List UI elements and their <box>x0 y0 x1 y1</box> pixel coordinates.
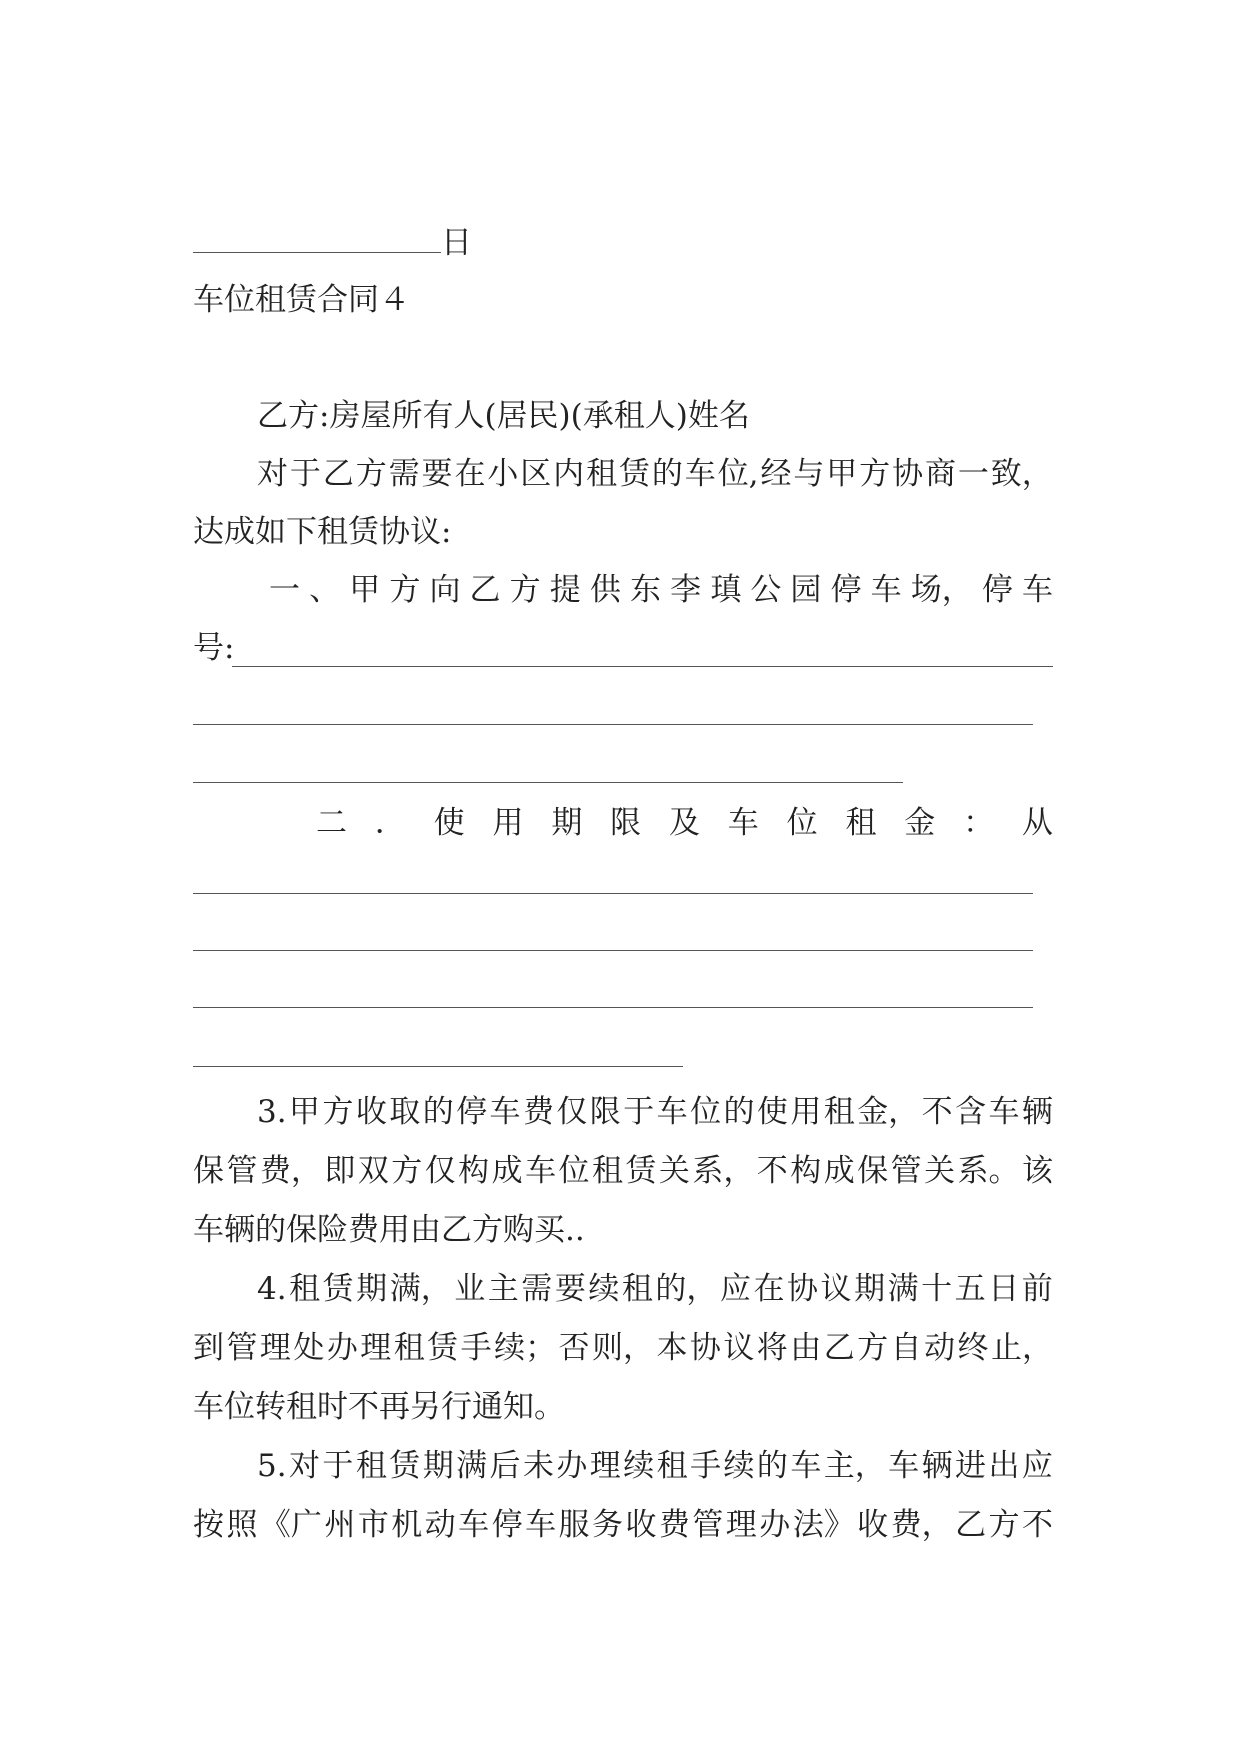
text-chunk: 车 <box>489 1094 521 1130</box>
text-chunk: 停 <box>830 572 862 608</box>
text-chunk: 区 <box>520 456 552 492</box>
text-chunk: 致， <box>990 456 1053 492</box>
text-chunk: 协 <box>689 1330 721 1366</box>
text-chunk: 位 <box>690 1094 722 1130</box>
text-chunk: 停 <box>981 572 1013 608</box>
text-chunk: 理 <box>725 1507 757 1543</box>
text-chunk: 对 <box>257 456 288 492</box>
text-chunk: 管 <box>890 1153 922 1189</box>
text-chunk: 动 <box>424 1507 456 1543</box>
text-chunk: 自 <box>890 1330 922 1366</box>
text-chunk: 管 <box>226 1330 258 1366</box>
text-chunk: 仅 <box>556 1094 588 1130</box>
text-chunk: 乙 <box>823 1330 855 1366</box>
text-chunk: 车 <box>727 805 759 841</box>
intro-line-1 <box>257 454 1053 494</box>
text-chunk: 方 <box>857 1330 889 1366</box>
text-chunk: 一 <box>269 572 300 608</box>
text-chunk: 不 <box>756 1153 788 1189</box>
text-chunk: 园 <box>790 572 822 608</box>
text-chunk: 停 <box>491 1507 523 1543</box>
text-chunk: 未 <box>522 1448 554 1484</box>
text-chunk: 收 <box>857 1507 889 1543</box>
text-chunk: 的， <box>655 1271 718 1307</box>
text-chunk: 止， <box>990 1330 1053 1366</box>
text-chunk: 二 <box>316 805 347 841</box>
text-chunk: 费 <box>658 1507 690 1543</box>
blank-line <box>193 1007 1033 1008</box>
text-chunk: 前 <box>1021 1271 1053 1307</box>
text-chunk: 成 <box>491 1153 523 1189</box>
text-chunk: 终 <box>957 1330 989 1366</box>
text-chunk: 保 <box>857 1153 889 1189</box>
text-chunk: 市 <box>357 1507 389 1543</box>
text-chunk: 车 <box>790 1448 822 1484</box>
text-chunk: 方 <box>391 1153 423 1189</box>
document-title: 车位租赁合同４ <box>193 282 410 318</box>
text-chunk: 车 <box>870 572 902 608</box>
text-chunk: 于 <box>322 1448 354 1484</box>
text-chunk: 十 <box>921 1271 953 1307</box>
text-chunk: 赁 <box>389 1448 421 1484</box>
text-chunk: 甲 <box>826 456 858 492</box>
day-label: 日 <box>441 225 472 261</box>
text-chunk: 应 <box>719 1271 751 1307</box>
text-chunk: 甲 <box>289 1094 320 1130</box>
text-chunk: ： <box>963 805 995 841</box>
text-chunk: 辆 <box>921 1448 953 1484</box>
text-chunk: 乙 <box>469 572 501 608</box>
text-chunk: 按 <box>193 1507 224 1543</box>
text-chunk: 用 <box>790 1094 822 1130</box>
text-chunk: 满 <box>456 1448 488 1484</box>
text-chunk: 车 <box>525 1507 557 1543</box>
text-chunk: 车 <box>888 1448 920 1484</box>
text-chunk: 限 <box>589 1094 621 1130</box>
text-chunk: 仅 <box>424 1153 456 1189</box>
text-chunk: 办 <box>556 1448 588 1484</box>
text-chunk: 的 <box>756 1448 788 1484</box>
text-chunk: 租 <box>845 805 877 841</box>
text-chunk: 服 <box>558 1507 590 1543</box>
text-chunk: 期 <box>422 1448 454 1484</box>
text-chunk: 后 <box>489 1448 521 1484</box>
text-chunk: 使 <box>756 1094 788 1130</box>
text-chunk: 处 <box>293 1330 325 1366</box>
text-chunk: 该 <box>1021 1153 1053 1189</box>
intro-line-2: 达成如下租赁协议: <box>193 514 452 550</box>
text-chunk: 甲 <box>349 572 381 608</box>
text-chunk: 将 <box>756 1330 788 1366</box>
clause-2-line-1 <box>316 803 1053 843</box>
text-chunk: 车 <box>684 456 716 492</box>
text-chunk: 业 <box>454 1271 486 1307</box>
text-chunk: 供 <box>589 572 621 608</box>
text-chunk: 提 <box>549 572 581 608</box>
text-chunk: 理 <box>259 1330 291 1366</box>
text-chunk: 乙 <box>955 1507 987 1543</box>
text-chunk: 在 <box>753 1271 785 1307</box>
clause-3-line-2 <box>193 1151 1053 1191</box>
clause-3-line-3: 车辆的保险费用由乙方购买.. <box>193 1212 585 1248</box>
text-chunk: 租 <box>289 1271 321 1307</box>
clause-4-line-3: 车位转租时不再另行通知。 <box>193 1389 565 1425</box>
text-chunk: 小 <box>487 456 519 492</box>
text-chunk: 内 <box>553 456 585 492</box>
text-chunk: 协 <box>787 1271 819 1307</box>
text-chunk: 方 <box>509 572 541 608</box>
text-chunk: 及 <box>668 805 700 841</box>
text-chunk: 续 <box>623 1448 655 1484</box>
blank-line <box>193 950 1033 951</box>
text-chunk: 在 <box>454 456 486 492</box>
text-chunk: 费， <box>890 1507 953 1543</box>
text-chunk: 出 <box>988 1448 1020 1484</box>
text-chunk: 乙 <box>322 456 354 492</box>
text-chunk: 即 <box>324 1153 356 1189</box>
text-chunk: 位 <box>558 1153 590 1189</box>
text-chunk: 理 <box>589 1448 621 1484</box>
text-chunk: 机 <box>391 1507 423 1543</box>
clause-5-line-1 <box>257 1446 1053 1486</box>
day-blank <box>193 222 441 253</box>
text-chunk: 赁 <box>427 1330 459 1366</box>
text-chunk: 赁 <box>618 456 650 492</box>
text-chunk: 方 <box>389 572 421 608</box>
text-chunk: 赁 <box>322 1271 354 1307</box>
text-chunk: 用 <box>492 805 524 841</box>
text-chunk: 租 <box>823 1094 855 1130</box>
text-chunk: 续 <box>588 1271 620 1307</box>
text-chunk: 东 <box>629 572 661 608</box>
text-chunk: 照 <box>226 1507 258 1543</box>
text-chunk: 议 <box>820 1271 852 1307</box>
text-chunk: 公 <box>750 572 782 608</box>
text-chunk: 租 <box>355 1448 387 1484</box>
text-chunk: 、 <box>309 572 341 608</box>
text-chunk: 构 <box>790 1153 822 1189</box>
text-chunk: 续 <box>723 1448 755 1484</box>
text-chunk: 满 <box>887 1271 919 1307</box>
text-chunk: 3. <box>257 1094 287 1130</box>
text-chunk: 续； <box>494 1330 557 1366</box>
text-chunk: 停 <box>456 1094 488 1130</box>
text-chunk: 要 <box>421 456 453 492</box>
text-chunk: 管 <box>692 1507 724 1543</box>
text-chunk: 位, <box>717 456 759 492</box>
text-chunk: 成 <box>823 1153 855 1189</box>
text-chunk: 赁 <box>625 1153 657 1189</box>
text-chunk: 的 <box>422 1094 454 1130</box>
text-chunk: 的 <box>651 456 683 492</box>
text-chunk: 理 <box>360 1330 392 1366</box>
text-chunk: 关 <box>924 1153 956 1189</box>
text-chunk: 一 <box>957 456 989 492</box>
text-chunk: 向 <box>429 572 461 608</box>
text-chunk: 方 <box>322 1094 354 1130</box>
text-chunk: 车 <box>1021 572 1053 608</box>
text-chunk: 构 <box>458 1153 490 1189</box>
party-b-line: 乙方:房屋所有人(居民)(承租人)姓名 <box>257 398 750 434</box>
text-chunk: 不 <box>921 1094 953 1130</box>
text-chunk: 需 <box>388 456 420 492</box>
text-chunk: 动 <box>924 1330 956 1366</box>
text-chunk: 收 <box>355 1094 387 1130</box>
text-chunk: 金 <box>904 805 936 841</box>
text-chunk: 4. <box>257 1271 287 1307</box>
text-chunk: 到 <box>193 1330 224 1366</box>
text-chunk: ． <box>374 805 406 841</box>
text-chunk: 5. <box>257 1448 287 1484</box>
text-chunk: 满， <box>389 1271 452 1307</box>
text-chunk: 租 <box>656 1448 688 1484</box>
text-chunk: 否 <box>558 1330 590 1366</box>
text-chunk: 对 <box>289 1448 320 1484</box>
text-chunk: 由 <box>790 1330 822 1366</box>
clause-1-line-1 <box>269 570 1053 610</box>
text-chunk: 进 <box>955 1448 987 1484</box>
text-chunk: 期 <box>356 1271 388 1307</box>
text-chunk: 主， <box>823 1448 886 1484</box>
text-chunk: 手 <box>460 1330 492 1366</box>
text-chunk: 于 <box>623 1094 655 1130</box>
text-chunk: 车 <box>988 1094 1020 1130</box>
clause-4-line-1 <box>257 1269 1053 1309</box>
text-chunk: 期 <box>551 805 583 841</box>
party-a-line <box>257 338 1053 378</box>
text-chunk: 金， <box>857 1094 920 1130</box>
text-chunk: 限 <box>610 805 642 841</box>
text-chunk: 关 <box>658 1153 690 1189</box>
text-chunk: 费， <box>259 1153 322 1189</box>
text-chunk: 办 <box>326 1330 358 1366</box>
text-chunk: 的 <box>723 1094 755 1130</box>
text-chunk: 位 <box>786 805 818 841</box>
text-chunk: 车 <box>656 1094 688 1130</box>
text-chunk: 应 <box>1021 1448 1053 1484</box>
text-chunk: 需 <box>521 1271 553 1307</box>
text-chunk: 本 <box>656 1330 688 1366</box>
text-chunk: 五 <box>954 1271 986 1307</box>
text-chunk: 手 <box>690 1448 722 1484</box>
text-chunk: 与 <box>793 456 825 492</box>
text-chunk: 方 <box>859 456 891 492</box>
text-chunk: 车 <box>458 1507 490 1543</box>
text-chunk: 商 <box>924 456 956 492</box>
clause-4-line-2 <box>193 1328 1053 1368</box>
text-chunk: 收 <box>625 1507 657 1543</box>
text-chunk: 日 <box>988 1271 1020 1307</box>
text-chunk: 方 <box>988 1507 1020 1543</box>
text-chunk: 取 <box>389 1094 421 1130</box>
text-chunk: 瑱 <box>710 572 742 608</box>
text-chunk: 要 <box>554 1271 586 1307</box>
text-chunk: 办 <box>759 1507 791 1543</box>
text-chunk: 租 <box>621 1271 653 1307</box>
parking-number-blank <box>232 666 1053 667</box>
clause-1-line-2 <box>193 628 1053 668</box>
blank-line <box>193 782 903 783</box>
text-chunk: 保 <box>193 1153 224 1189</box>
text-chunk: 租 <box>591 1153 623 1189</box>
text-chunk: 州 <box>324 1507 356 1543</box>
date-line <box>290 166 1053 206</box>
text-chunk: 务 <box>591 1507 623 1543</box>
text-chunk: 场， <box>910 572 973 608</box>
parking-number-label: 号: <box>193 630 235 666</box>
blank-line <box>193 893 1033 894</box>
text-chunk: 经 <box>760 456 792 492</box>
text-chunk: 则， <box>591 1330 654 1366</box>
blank-line <box>193 1066 683 1067</box>
text-chunk: 租 <box>586 456 618 492</box>
text-chunk: 管 <box>226 1153 258 1189</box>
text-chunk: 于 <box>289 456 321 492</box>
text-chunk: 法》 <box>792 1507 855 1543</box>
date-day-line <box>193 222 1053 262</box>
text-chunk: 车 <box>525 1153 557 1189</box>
text-chunk: 议 <box>723 1330 755 1366</box>
text-chunk: 《广 <box>259 1507 322 1543</box>
text-chunk: 系， <box>692 1153 755 1189</box>
text-chunk: 从 <box>1021 805 1053 841</box>
text-chunk: 含 <box>955 1094 987 1130</box>
clause-5-line-2 <box>193 1505 1053 1545</box>
text-chunk: 李 <box>670 572 702 608</box>
text-chunk: 系。 <box>957 1153 1020 1189</box>
text-chunk: 不 <box>1021 1507 1053 1543</box>
text-chunk: 双 <box>357 1153 389 1189</box>
text-chunk: 费 <box>522 1094 554 1130</box>
text-chunk: 辆 <box>1021 1094 1053 1130</box>
text-chunk: 使 <box>433 805 465 841</box>
clause-3-line-1 <box>257 1092 1053 1132</box>
text-chunk: 协 <box>892 456 924 492</box>
text-chunk: 主 <box>487 1271 519 1307</box>
blank-line <box>193 724 1033 725</box>
text-chunk: 租 <box>393 1330 425 1366</box>
text-chunk: 期 <box>854 1271 886 1307</box>
text-chunk: 方 <box>355 456 387 492</box>
